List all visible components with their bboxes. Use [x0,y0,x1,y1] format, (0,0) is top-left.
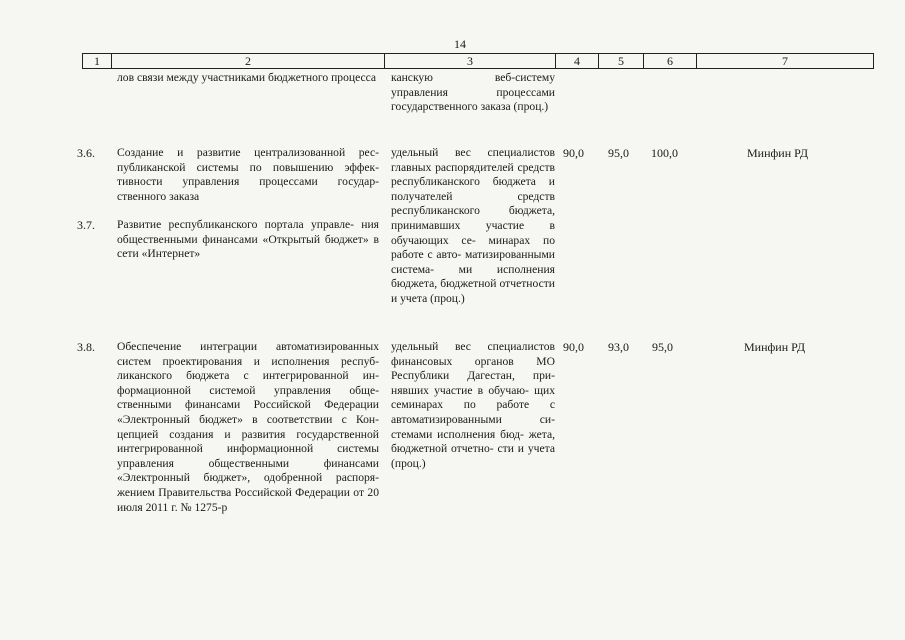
column-header-4: 4 [556,54,599,69]
value-col5: 93,0 [608,340,629,354]
responsible-executor: Минфин РД [744,340,806,354]
value-col5: 95,0 [608,146,629,160]
indicator-text: удельный вес специалистов финансовых органов МО Республики Дагестан, при- нявших участие в обучаю- щих семинарах по работе с автоматизированными си- стемами исполнения бюд- жета, бюджетной отчетно- сти и учета (проц.) [391,340,555,470]
measure-text: Обеспечение интеграции автоматизированных систем проектирования и исполнения респуб- ликанского бюджета с интегрированной ин- формационной системой управления обще- ственными финансами Российской Федерации «Электронный бюджет» в соответствии с Кон- цепцией создания и развития государственной интегрированной информационной системы управления общественными финансами «Электронный бюджет», одобренной распоря- жением Правительства Российской Федерации от 20 июля 2011 г. № 1275-р [117,340,379,514]
column-header-1: 1 [83,54,112,69]
indicator-text: удельный вес специалистов главных распорядителей средств республиканского бюджета и получателей средств республиканского бюджета, принимавших участие в обучающих се- минарах по работе с авто- матизированными система- ми исполнения бюджета, бюджетной отчетности и учета (проц.) [391,146,555,305]
column-header-3: 3 [385,54,556,69]
value-col4: 90,0 [563,146,584,160]
page-number: 14 [454,37,466,51]
column-header-row [82,53,874,69]
value-col4: 90,0 [563,340,584,354]
column-header-7: 7 [697,54,874,69]
continued-indicator-text: канскую веб-систему управления процессами государственного заказа (проц.) [391,71,555,114]
row-number: 3.7. [77,218,95,232]
row-number: 3.6. [77,146,95,160]
measure-text: Создание и развитие централизованной рес- публиканской системы по повышению эффек- тивности управления процессами государ- ственного заказа [117,146,379,203]
continued-measure-text: лов связи между участниками бюджетного процесса [117,71,377,84]
value-col6: 100,0 [651,146,678,160]
column-header-5: 5 [599,54,644,69]
value-col6: 95,0 [652,340,673,354]
row-number: 3.8. [77,340,95,354]
column-header-2: 2 [112,54,385,69]
column-header-6: 6 [644,54,697,69]
measure-text: Развитие республиканского портала управле- ния общественными финансами «Открытый бюджет» в сети «Интернет» [117,218,379,261]
responsible-executor: Минфин РД [747,146,809,160]
